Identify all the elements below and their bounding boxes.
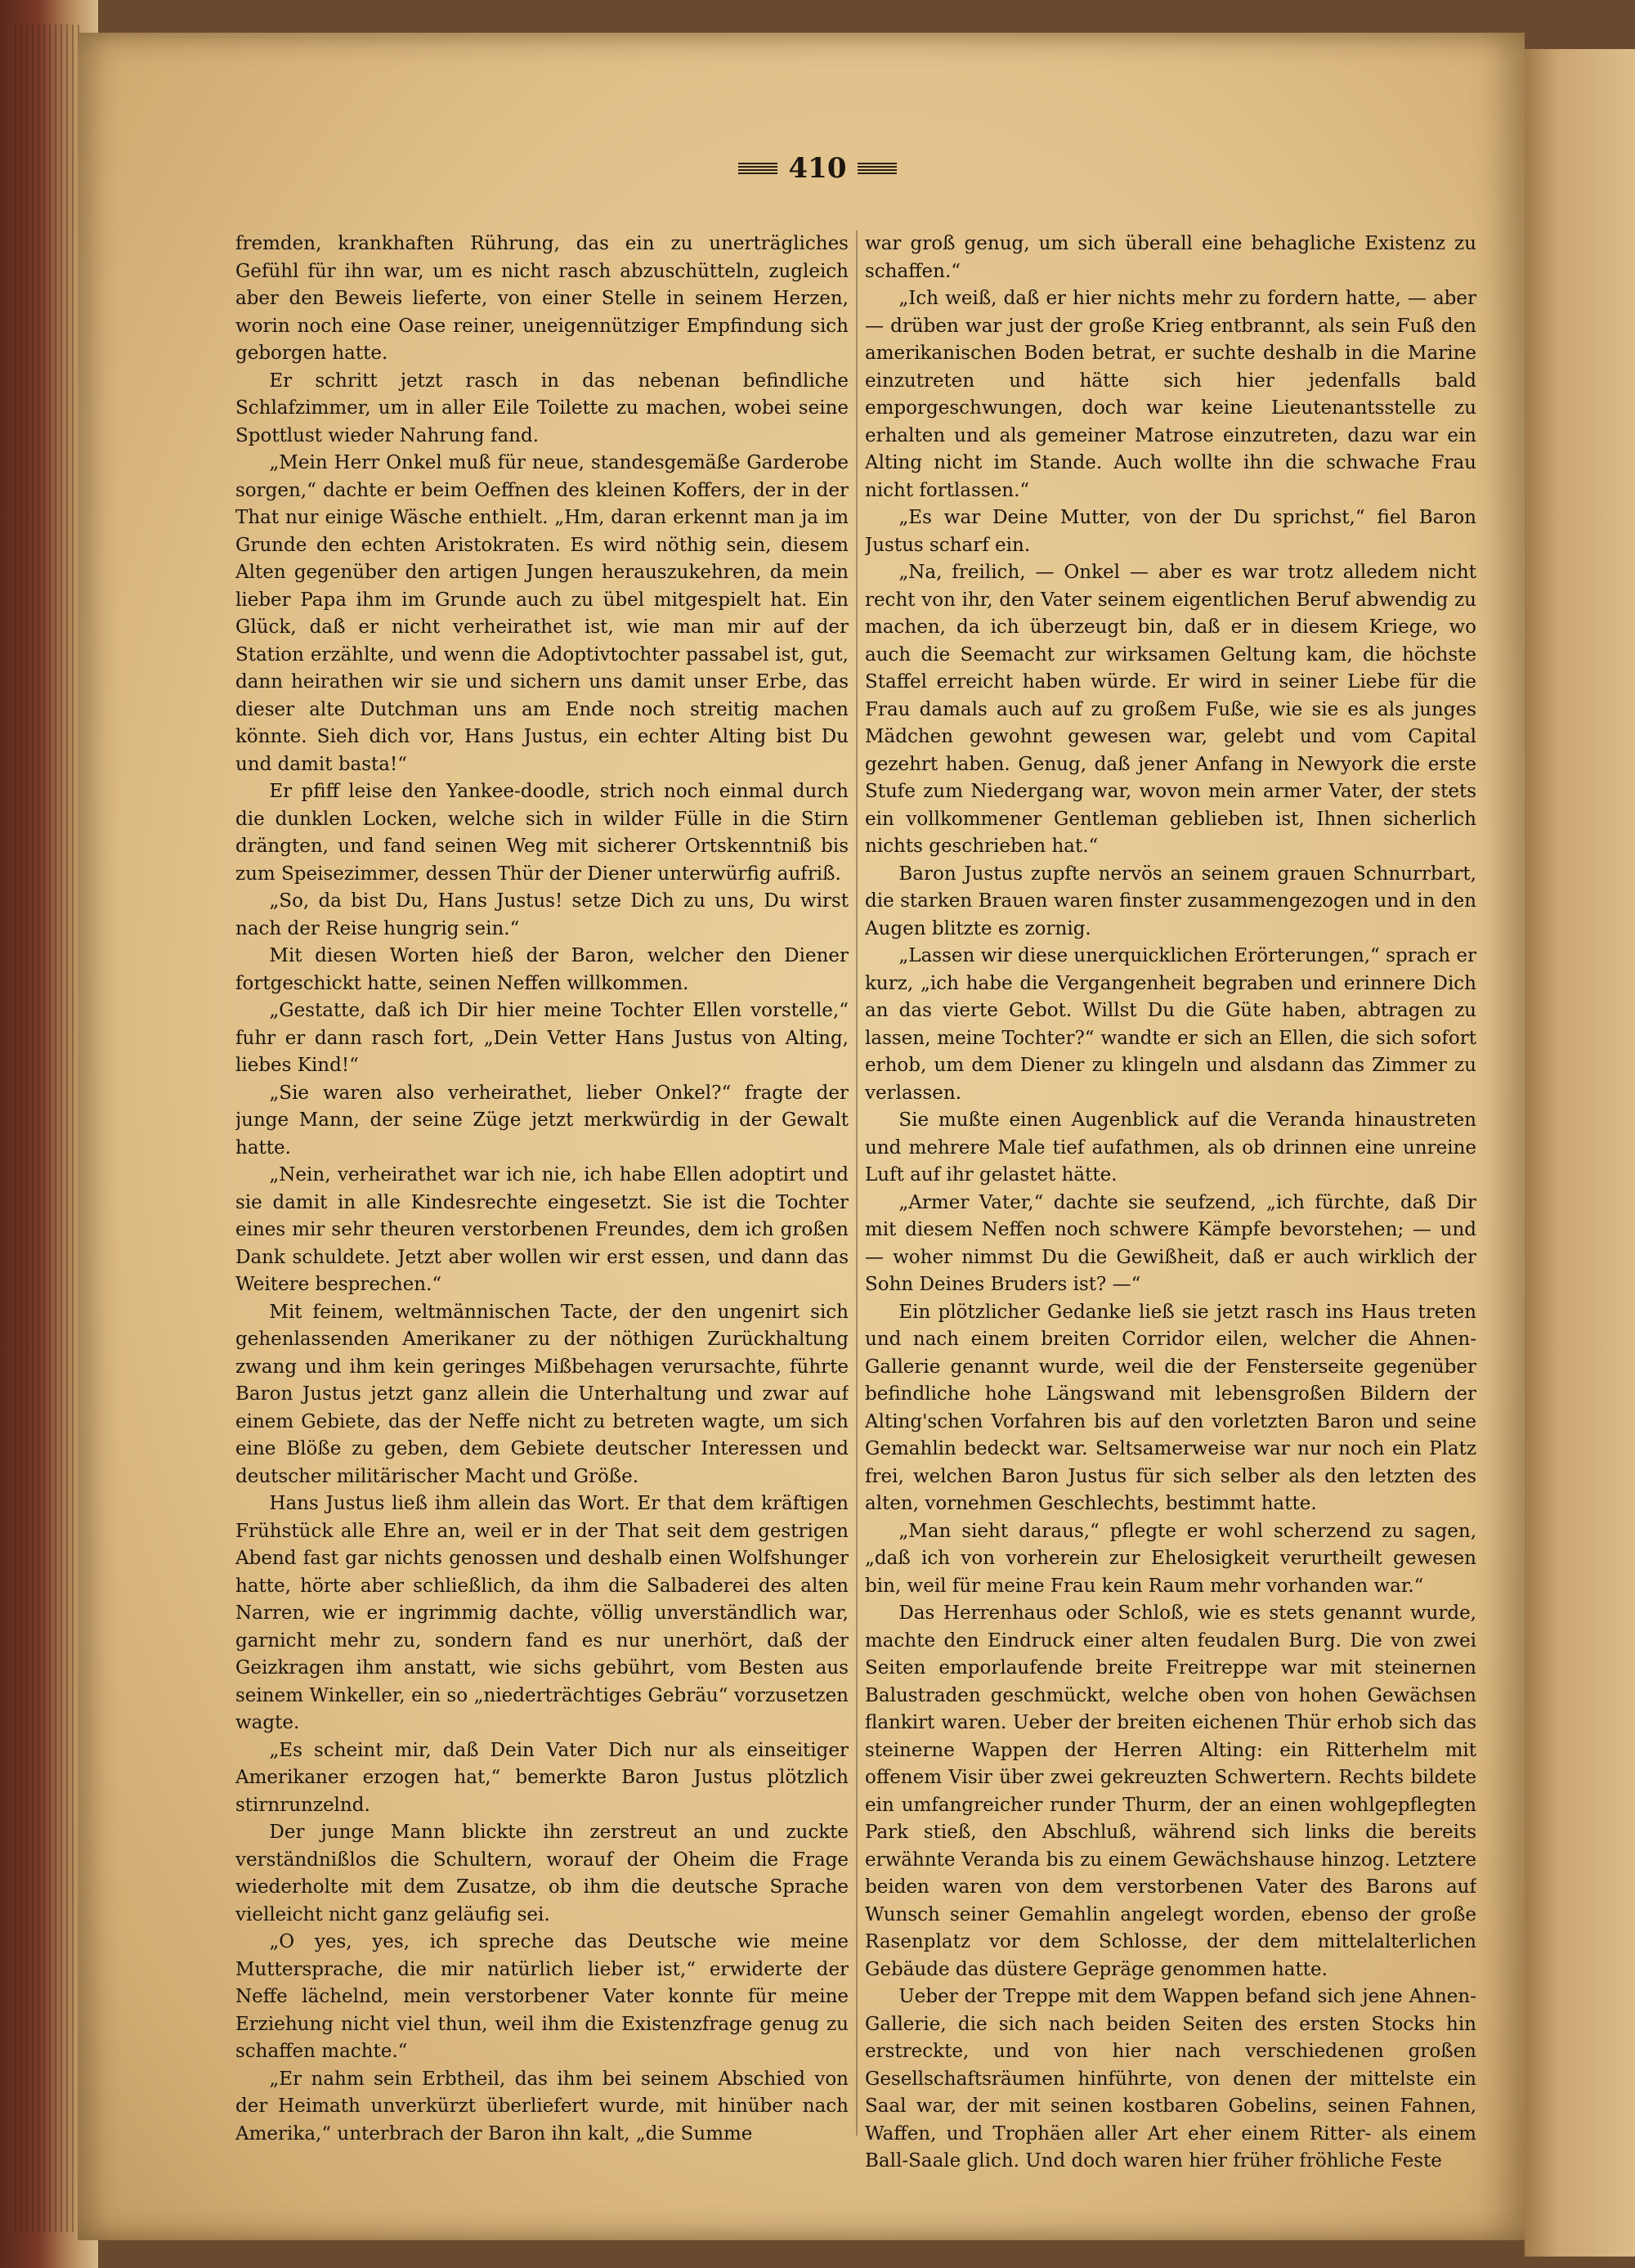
paragraph: war groß genug, um sich überall eine behagliche Existenz zu schaffen.“ xyxy=(865,233,1476,282)
page-number: 410 xyxy=(788,152,847,185)
paragraph: „Gestatte, daß ich Dir hier meine Tochter Ellen vorstelle,“ fuhr er dann rasch fort, „Dein Vetter Hans Justus von Alting, liebes Kind!“ xyxy=(235,1000,849,1076)
paragraph: Mit diesen Worten hieß der Baron, welcher den Diener fortgeschickt hatte, seinen Neffen willkommen. xyxy=(235,945,849,994)
paragraph: Ueber der Treppe mit dem Wappen befand sich jene Ahnen-Gallerie, die sich nach beiden Seiten des ersten Stocks hin erstreckte, und von hier nach verschiedenen großen Gesellschaftsräumen hinführte, von denen der mittelste ein Saal war, der mit seinen kostbaren Gobelins, seinen Fahnen, Waffen, und Trophäen aller Art eher einem Ritter- als einem Ball-Saale glich. Und doch waren hier früher fröhliche Feste xyxy=(865,1986,1476,2172)
paragraph: Er pfiff leise den Yankee-doodle, strich noch einmal durch die dunklen Locken, welche sich in wilder Fülle in die Stirn drängten, und fand seinen Weg mit sicherer Ortskenntniß bis zum Speisezimmer, dessen Thür der Diener unterwürfig aufriß. xyxy=(235,781,849,885)
paragraph: „Ich weiß, daß er hier nichts mehr zu fordern hatte, — aber — drüben war just der große Krieg entbrannt, als sein Fuß den amerikanischen Boden betrat, er suchte deshalb in die Marine einzutreten und hätte sich hier jedenfalls bald emporgeschwungen, doch war keine Lieutenantsstelle zu erhalten und als gemeiner Matrose einzutreten, dazu war ein Alting nicht im Stande. Auch wollte ihn die schwache Frau nicht fortlassen.“ xyxy=(865,288,1476,501)
paragraph: Mit feinem, weltmännischen Tacte, der den ungenirt sich gehenlassenden Amerikaner zu der nöthigen Zurückhaltung zwang und ihm kein geringes Mißbehagen verursachte, führte Baron Justus jetzt ganz allein die Unterhaltung und zwar auf einem Gebiete, das der Neffe nicht zu betreten wagte, um sich eine Blöße zu geben, dem Gebiete deutscher Interessen und deutscher militärischer Macht und Größe. xyxy=(235,1301,849,1487)
column-divider xyxy=(856,231,858,2136)
paragraph: Hans Justus ließ ihm allein das Wort. Er that dem kräftigen Frühstück alle Ehre an, weil er in der That seit dem gestrigen Abend fast gar nichts genossen und deshalb einen Wolfshunger hatte, hörte aber schließlich, da ihm die Salbaderei des alten Narren, wie er ingrimmig dachte, völlig unverständlich war, garnicht mehr zu, sondern fand es nur unerhört, daß der Geizkragen ihm anstatt, wie sichs gebührt, vom Besten aus seinem Winkeller, ein so „niederträchtiges Gebräu“ vorzusetzen wagte. xyxy=(235,1493,849,1733)
ornament-left xyxy=(738,163,777,174)
page-header xyxy=(0,144,1635,193)
paragraph: „Sie waren also verheirathet, lieber Onkel?“ fragte der junge Mann, der seine Züge jetzt merkwürdig in der Gewalt hatte. xyxy=(235,1082,849,1159)
paragraph: „Es scheint mir, daß Dein Vater Dich nur als einseitiger Amerikaner erzogen hat,“ bemerkte Baron Justus plötzlich stirnrunzelnd. xyxy=(235,1739,849,1816)
paragraph: „O yes, yes, ich spreche das Deutsche wie meine Muttersprache, die mir natürlich lieber ist,“ erwiderte der Neffe lächelnd, mein verstorbener Vater konnte für meine Erziehung nicht viel thun, weil ihm die Existenzfrage genug zu schaffen machte.“ xyxy=(235,1931,849,2062)
paragraph: „Er nahm sein Erbtheil, das ihm bei seinem Abschied von der Heimath unverkürzt überliefert wurde, mit hinüber nach Amerika,“ unterbrach der Baron ihn kalt, „die Summe xyxy=(235,2068,849,2145)
paragraph: „Man sieht daraus,“ pflegte er wohl scherzend zu sagen, „daß ich von vorherein zur Ehelosigkeit verurtheilt gewesen bin, weil für meine Frau kein Raum mehr vorhanden war.“ xyxy=(865,1520,1476,1597)
paragraph: „Mein Herr Onkel muß für neue, standesgemäße Garderobe sorgen,“ dachte er beim Oeffnen des kleinen Koffers, der in der That nur einige Wäsche enthielt. „Hm, daran erkennt man ja im Grunde den echten Aristokraten. Es wird nöthig sein, diesem Alten gegenüber den artigen Jungen herauszukehren, da mein lieber Papa ihm im Grunde auch zu übel mitgespielt hat. Ein Glück, daß er nicht verheirathet ist, wie man mir auf der Station erzählte, und wenn die Adoptivtochter passabel ist, gut, dann heirathen wir sie und sichern uns damit unser Erbe, das dieser alte Dutchman uns am Ende noch streitig machen könnte. Sieh dich vor, Hans Justus, ein echter Alting bist Du und damit basta!“ xyxy=(235,452,849,775)
next-page-edge xyxy=(1525,49,1635,2257)
left-column xyxy=(235,231,849,2193)
ornament-right xyxy=(858,163,897,174)
paragraph: Das Herrenhaus oder Schloß, wie es stets genannt wurde, machte den Eindruck einer alten feudalen Burg. Die von zwei Seiten emporlaufende breite Freitreppe war mit steinernen Balustraden geschmückt, welche oben von hohen Gewächsen flankirt waren. Ueber der breiten eichenen Thür erhob sich das steinerne Wappen der Herren Alting: ein Ritterhelm mit offenem Visir über zwei gekreuzten Schwertern. Rechts bildete ein umfangreicher runder Thurm, der an einen wohlgepflegten Park stieß, den Abschluß, während sich links die bereits erwähnte Veranda bis zu einem Gewächshause hinzog. Letztere beiden waren von dem verstorbenen Vater des Barons auf Wunsch seiner Gemahlin angelegt worden, ebenso der große Rasenplatz vor dem Schlosse, der dem mittelalterlichen Gebäude das düstere Gepräge genommen hatte. xyxy=(865,1602,1476,1980)
paragraph: Ein plötzlicher Gedanke ließ sie jetzt rasch ins Haus treten und nach einem breiten Corridor eilen, welcher die Ahnen-Gallerie genannt wurde, weil die der Fensterseite gegenüber befindliche hohe Längswand mit lebensgroßen Bildern der Alting'schen Vorfahren bis auf den vorletzten Baron und seine Gemahlin bedeckt war. Seltsamerweise war nur noch ein Platz frei, welchen Baron Justus für sich selber als den letzten des alten, vornehmen Geschlechts, bestimmt hatte. xyxy=(865,1301,1476,1514)
paragraph: Baron Justus zupfte nervös an seinem grauen Schnurrbart, die starken Brauen waren finster zusammengezogen und in den Augen blitzte es zornig. xyxy=(865,863,1476,939)
page-edges xyxy=(15,25,80,2232)
paragraph: fremden, krankhaften Rührung, das ein zu unerträgliches Gefühl für ihn war, um es nicht rasch abzuschütteln, zugleich aber den Beweis lieferte, von einer Stelle in seinem Herzen, worin noch eine Oase reiner, uneigennütziger Empfindung sich geborgen hatte. xyxy=(235,233,849,364)
paragraph: Sie mußte einen Augenblick auf die Veranda hinaustreten und mehrere Male tief aufathmen, als ob drinnen eine unreine Luft auf ihr gelastet hätte. xyxy=(865,1109,1476,1186)
paragraph: „Es war Deine Mutter, von der Du sprichst,“ fiel Baron Justus scharf ein. xyxy=(865,507,1476,556)
paragraph: „So, da bist Du, Hans Justus! setze Dich zu uns, Du wirst nach der Reise hungrig sein.“ xyxy=(235,890,849,939)
paragraph: „Lassen wir diese unerquicklichen Erörterungen,“ sprach er kurz, „ich habe die Vergangenheit begraben und erinnere Dich an das vierte Gebot. Willst Du die Güte haben, abtragen zu lassen, meine Tochter?“ wandte er sich an Ellen, die sich sofort erhob, um dem Diener zu klingeln und alsdann das Zimmer zu verlassen. xyxy=(865,945,1476,1104)
paragraph: „Na, freilich, — Onkel — aber es war trotz alledem nicht recht von ihr, den Vater seinem eigentlichen Beruf abwendig zu machen, da ich überzeugt bin, daß er in diesem Kriege, wo auch die Seemacht zur wirksamen Geltung kam, die höchste Staffel erreicht haben würde. Er wird in seiner Liebe für die Frau damals auch auf zu großem Fuße, wie sie es als junges Mädchen gewohnt gewesen war, gelebt und vom Capital gezehrt haben. Genug, daß jener Anfang in Newyork die erste Stufe zum Niedergang war, wovon mein armer Vater, der stets ein vollkommener Gentleman geblieben ist, Ihnen sicherlich nichts geschrieben hat.“ xyxy=(865,562,1476,857)
paragraph: „Armer Vater,“ dachte sie seufzend, „ich fürchte, daß Dir mit diesem Neffen noch schwere Kämpfe bevorstehen; — und — woher nimmst Du die Gewißheit, daß er auch wirklich der Sohn Deines Bruders ist? —“ xyxy=(865,1191,1476,1295)
paragraph: „Nein, verheirathet war ich nie, ich habe Ellen adoptirt und sie damit in alle Kindesrechte eingesetzt. Sie ist die Tochter eines mir sehr theuren verstorbenen Freundes, dem ich großen Dank schuldete. Jetzt aber wollen wir erst essen, und dann das Weitere besprechen.“ xyxy=(235,1164,849,1295)
paragraph: Der junge Mann blickte ihn zerstreut an und zuckte verständnißlos die Schultern, worauf der Oheim die Frage wiederholte mit dem Zusatze, ob ihm die deutsche Sprache vielleicht nicht ganz geläufig sei. xyxy=(235,1822,849,1925)
right-column xyxy=(865,231,1476,2193)
paragraph: Er schritt jetzt rasch in das nebenan befindliche Schlafzimmer, um in aller Eile Toilette zu machen, wobei seine Spottlust wieder Nahrung fand. xyxy=(235,370,849,446)
